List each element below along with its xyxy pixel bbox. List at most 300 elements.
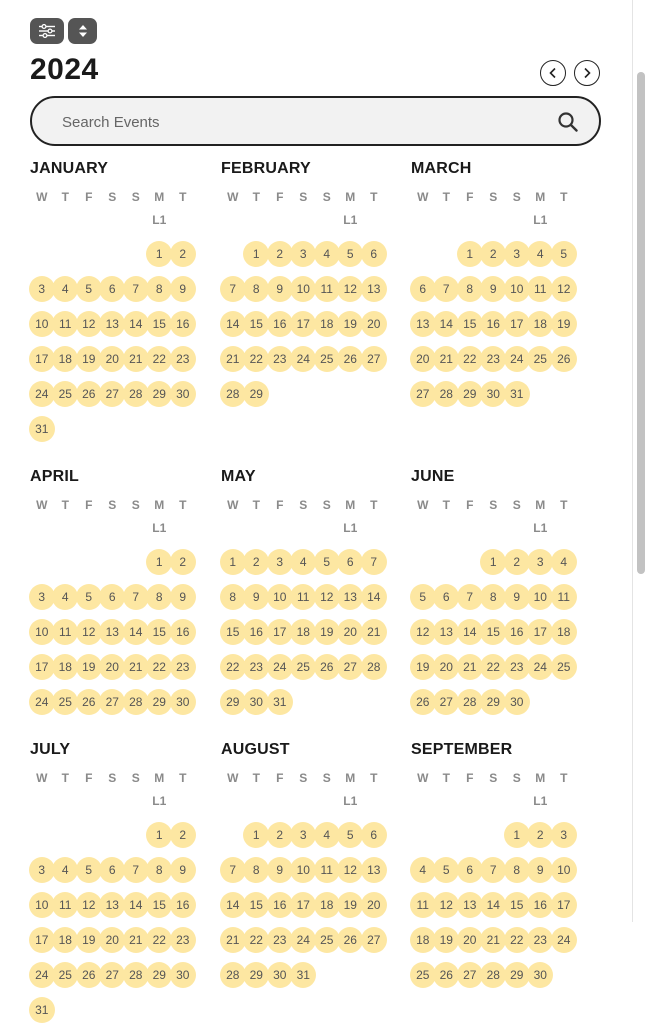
calendar-day[interactable]: 28: [220, 381, 246, 407]
calendar-day[interactable]: 15: [146, 311, 172, 337]
weekday-label: T: [370, 498, 378, 512]
calendar-day[interactable]: 9: [504, 584, 530, 610]
calendar-day[interactable]: 11: [551, 584, 577, 610]
calendar-day[interactable]: 14: [123, 892, 149, 918]
calendar-day[interactable]: 4: [527, 241, 553, 267]
calendar-day[interactable]: 25: [314, 346, 340, 372]
calendar-day[interactable]: 12: [76, 619, 102, 645]
calendar-day[interactable]: 9: [527, 857, 553, 883]
calendar-day[interactable]: 19: [76, 927, 102, 953]
calendar-day[interactable]: 10: [29, 619, 55, 645]
calendar-day[interactable]: 10: [29, 311, 55, 337]
search-icon[interactable]: [557, 111, 579, 138]
calendar-day[interactable]: 21: [457, 654, 483, 680]
calendar-day[interactable]: 8: [146, 584, 172, 610]
calendar-day[interactable]: 17: [267, 619, 293, 645]
calendar-day[interactable]: 22: [146, 654, 172, 680]
calendar-day[interactable]: 25: [52, 381, 78, 407]
calendar-day[interactable]: 8: [504, 857, 530, 883]
calendar-day[interactable]: 26: [76, 381, 102, 407]
calendar-day[interactable]: 14: [361, 584, 387, 610]
calendar-day[interactable]: 5: [76, 584, 102, 610]
calendar-day[interactable]: 8: [146, 276, 172, 302]
calendar-day[interactable]: 2: [243, 549, 269, 575]
calendar-day[interactable]: 5: [337, 241, 363, 267]
calendar-day[interactable]: 19: [337, 892, 363, 918]
calendar-day[interactable]: 1: [220, 549, 246, 575]
calendar-day[interactable]: 16: [170, 619, 196, 645]
calendar-day[interactable]: 7: [220, 857, 246, 883]
calendar-day[interactable]: 1: [243, 822, 269, 848]
weekday-label: W: [227, 190, 239, 204]
calendar-day[interactable]: 29: [243, 962, 269, 988]
calendar-day[interactable]: 12: [433, 892, 459, 918]
calendar-day[interactable]: 8: [480, 584, 506, 610]
calendar-day[interactable]: 22: [146, 346, 172, 372]
calendar-day[interactable]: 18: [52, 654, 78, 680]
previous-year-button[interactable]: [540, 60, 566, 86]
calendar-day[interactable]: 20: [457, 927, 483, 953]
calendar-day[interactable]: 18: [527, 311, 553, 337]
calendar-day[interactable]: 17: [527, 619, 553, 645]
calendar-day[interactable]: 11: [52, 311, 78, 337]
calendar-day[interactable]: 15: [457, 311, 483, 337]
calendar-day[interactable]: 9: [267, 276, 293, 302]
calendar-day[interactable]: 18: [314, 892, 340, 918]
calendar-day[interactable]: 27: [433, 689, 459, 715]
calendar-day[interactable]: 13: [361, 276, 387, 302]
calendar-day[interactable]: 3: [29, 857, 55, 883]
calendar-day[interactable]: 1: [504, 822, 530, 848]
calendar-day[interactable]: 5: [76, 276, 102, 302]
calendar-day[interactable]: 15: [243, 311, 269, 337]
calendar-day[interactable]: 24: [29, 689, 55, 715]
calendar-day[interactable]: 24: [290, 927, 316, 953]
calendar-day[interactable]: 12: [551, 276, 577, 302]
calendar-day[interactable]: 17: [29, 654, 55, 680]
calendar-day[interactable]: 16: [504, 619, 530, 645]
calendar-day[interactable]: 9: [170, 857, 196, 883]
calendar-day[interactable]: 3: [29, 584, 55, 610]
calendar-day[interactable]: 21: [433, 346, 459, 372]
calendar-day[interactable]: 7: [123, 584, 149, 610]
weekday-label: F: [85, 498, 93, 512]
calendar-day[interactable]: 5: [314, 549, 340, 575]
calendar-day[interactable]: 6: [99, 857, 125, 883]
calendar-day[interactable]: 23: [243, 654, 269, 680]
calendar-day[interactable]: 13: [99, 892, 125, 918]
calendar-day[interactable]: 1: [146, 241, 172, 267]
calendar-day[interactable]: 5: [551, 241, 577, 267]
calendar-day[interactable]: 23: [267, 927, 293, 953]
calendar-day[interactable]: 27: [337, 654, 363, 680]
calendar-day[interactable]: 23: [170, 346, 196, 372]
calendar-day[interactable]: 20: [99, 654, 125, 680]
calendar-day[interactable]: 14: [123, 311, 149, 337]
search-bar: [30, 96, 601, 146]
calendar-day[interactable]: 11: [314, 276, 340, 302]
calendar-day[interactable]: 13: [457, 892, 483, 918]
calendar-day[interactable]: 23: [504, 654, 530, 680]
calendar-day[interactable]: 23: [480, 346, 506, 372]
calendar-day[interactable]: 7: [433, 276, 459, 302]
calendar-day[interactable]: 17: [290, 892, 316, 918]
calendar-day[interactable]: 4: [314, 822, 340, 848]
calendar-day[interactable]: 27: [99, 381, 125, 407]
calendar-day[interactable]: 19: [410, 654, 436, 680]
calendar-day[interactable]: 11: [410, 892, 436, 918]
calendar-day[interactable]: 16: [267, 892, 293, 918]
calendar-day[interactable]: 17: [29, 346, 55, 372]
calendar-day[interactable]: 25: [52, 962, 78, 988]
calendar-day[interactable]: 16: [480, 311, 506, 337]
calendar-day[interactable]: 12: [76, 311, 102, 337]
calendar-day[interactable]: 17: [290, 311, 316, 337]
calendar-day[interactable]: 7: [361, 549, 387, 575]
calendar-day[interactable]: 17: [29, 927, 55, 953]
calendar-day[interactable]: 7: [220, 276, 246, 302]
calendar-day[interactable]: 31: [504, 381, 530, 407]
calendar-day[interactable]: 21: [480, 927, 506, 953]
calendar-day[interactable]: 11: [290, 584, 316, 610]
calendar-day[interactable]: 24: [527, 654, 553, 680]
calendar-day[interactable]: 24: [551, 927, 577, 953]
calendar-day[interactable]: 14: [220, 311, 246, 337]
calendar-day[interactable]: 13: [337, 584, 363, 610]
calendar-day[interactable]: 18: [551, 619, 577, 645]
calendar-day[interactable]: 26: [314, 654, 340, 680]
calendar-day[interactable]: 6: [457, 857, 483, 883]
calendar-day[interactable]: 4: [290, 549, 316, 575]
calendar-day[interactable]: 28: [220, 962, 246, 988]
scrollbar-thumb[interactable]: [637, 72, 645, 574]
calendar-day[interactable]: 27: [99, 689, 125, 715]
calendar-day[interactable]: 15: [504, 892, 530, 918]
calendar-day[interactable]: 14: [457, 619, 483, 645]
calendar-day[interactable]: 19: [551, 311, 577, 337]
calendar-day[interactable]: 4: [410, 857, 436, 883]
calendar-day[interactable]: 22: [480, 654, 506, 680]
calendar-day[interactable]: 29: [146, 381, 172, 407]
calendar-day[interactable]: 3: [29, 276, 55, 302]
calendar-day[interactable]: 24: [29, 962, 55, 988]
calendar-day[interactable]: 27: [361, 927, 387, 953]
weekday-label: M: [535, 771, 546, 785]
calendar-day[interactable]: 20: [361, 311, 387, 337]
calendar-day[interactable]: 15: [480, 619, 506, 645]
calendar-day[interactable]: 20: [410, 346, 436, 372]
calendar-day[interactable]: 23: [170, 927, 196, 953]
calendar-day[interactable]: 30: [504, 689, 530, 715]
calendar-day[interactable]: 8: [243, 276, 269, 302]
calendar-day[interactable]: 29: [220, 689, 246, 715]
calendar-day[interactable]: 3: [551, 822, 577, 848]
calendar-day[interactable]: 2: [170, 549, 196, 575]
calendar-day[interactable]: 6: [361, 241, 387, 267]
calendar-day[interactable]: 10: [290, 857, 316, 883]
calendar-day[interactable]: 26: [337, 346, 363, 372]
calendar-day[interactable]: 30: [170, 689, 196, 715]
calendar-day[interactable]: 24: [29, 381, 55, 407]
calendar-day[interactable]: 29: [243, 381, 269, 407]
calendar-day[interactable]: 24: [504, 346, 530, 372]
calendar-day[interactable]: 24: [290, 346, 316, 372]
calendar-day[interactable]: 25: [52, 689, 78, 715]
calendar-day[interactable]: 29: [146, 689, 172, 715]
week-marker: L1: [152, 794, 167, 808]
calendar-day[interactable]: 27: [361, 346, 387, 372]
calendar-day[interactable]: 21: [123, 654, 149, 680]
calendar-day[interactable]: 18: [52, 927, 78, 953]
calendar-day[interactable]: 1: [146, 822, 172, 848]
calendar-day[interactable]: 26: [551, 346, 577, 372]
calendar-day[interactable]: 5: [410, 584, 436, 610]
calendar-day[interactable]: 19: [433, 927, 459, 953]
calendar-day[interactable]: 21: [220, 927, 246, 953]
calendar-day[interactable]: 23: [267, 346, 293, 372]
calendar-day[interactable]: 14: [220, 892, 246, 918]
calendar-day[interactable]: 6: [99, 276, 125, 302]
calendar-day[interactable]: 3: [504, 241, 530, 267]
calendar-day[interactable]: 7: [123, 276, 149, 302]
calendar-day[interactable]: 3: [290, 822, 316, 848]
calendar-day[interactable]: 11: [527, 276, 553, 302]
calendar-day[interactable]: 23: [170, 654, 196, 680]
calendar-day[interactable]: 14: [123, 619, 149, 645]
calendar-day[interactable]: 8: [243, 857, 269, 883]
calendar-day[interactable]: 25: [527, 346, 553, 372]
calendar-day[interactable]: 22: [504, 927, 530, 953]
week-marker: L1: [533, 213, 548, 227]
calendar-day[interactable]: 9: [243, 584, 269, 610]
week-marker: L1: [533, 794, 548, 808]
calendar-day[interactable]: 25: [410, 962, 436, 988]
calendar-day[interactable]: 10: [551, 857, 577, 883]
weekday-label: F: [276, 498, 284, 512]
calendar-day[interactable]: 2: [527, 822, 553, 848]
calendar-day[interactable]: 18: [410, 927, 436, 953]
calendar-day[interactable]: 16: [243, 619, 269, 645]
calendar-day[interactable]: 3: [290, 241, 316, 267]
calendar-day[interactable]: 20: [337, 619, 363, 645]
calendar-day[interactable]: 28: [361, 654, 387, 680]
calendar-day[interactable]: 9: [480, 276, 506, 302]
calendar-day[interactable]: 15: [220, 619, 246, 645]
calendar-day[interactable]: 2: [504, 549, 530, 575]
calendar-day[interactable]: 30: [480, 381, 506, 407]
calendar-day[interactable]: 5: [337, 822, 363, 848]
calendar-day[interactable]: 18: [290, 619, 316, 645]
calendar-day[interactable]: 29: [480, 689, 506, 715]
calendar-day[interactable]: 4: [551, 549, 577, 575]
calendar-day[interactable]: 23: [527, 927, 553, 953]
calendar-day[interactable]: 4: [314, 241, 340, 267]
calendar-day[interactable]: 30: [170, 962, 196, 988]
calendar-day[interactable]: 10: [504, 276, 530, 302]
calendar-day[interactable]: 26: [76, 962, 102, 988]
calendar-day[interactable]: 2: [267, 241, 293, 267]
calendar-day[interactable]: 25: [314, 927, 340, 953]
calendar-day[interactable]: 14: [480, 892, 506, 918]
calendar-day[interactable]: 4: [52, 857, 78, 883]
calendar-day[interactable]: 2: [170, 241, 196, 267]
calendar-day[interactable]: 25: [290, 654, 316, 680]
calendar-day[interactable]: 6: [410, 276, 436, 302]
calendar-day[interactable]: 15: [146, 892, 172, 918]
calendar-day[interactable]: 13: [361, 857, 387, 883]
calendar-day[interactable]: 6: [99, 584, 125, 610]
calendar-day[interactable]: 29: [504, 962, 530, 988]
calendar-day[interactable]: 21: [220, 346, 246, 372]
calendar-day[interactable]: 12: [410, 619, 436, 645]
calendar-day[interactable]: 30: [527, 962, 553, 988]
calendar-day[interactable]: 4: [52, 276, 78, 302]
calendar-day[interactable]: 30: [243, 689, 269, 715]
weekday-label: S: [512, 190, 521, 204]
calendar-day[interactable]: 15: [243, 892, 269, 918]
calendar-day[interactable]: 27: [457, 962, 483, 988]
calendar-day[interactable]: 29: [457, 381, 483, 407]
calendar-day[interactable]: 1: [457, 241, 483, 267]
calendar-day[interactable]: 13: [99, 619, 125, 645]
weekday-label: S: [131, 771, 140, 785]
sort-button[interactable]: [68, 18, 97, 44]
calendar-day[interactable]: 11: [314, 857, 340, 883]
calendar-day[interactable]: 21: [123, 346, 149, 372]
calendar-day[interactable]: 27: [99, 962, 125, 988]
calendar-day[interactable]: 8: [457, 276, 483, 302]
calendar-day[interactable]: 30: [170, 381, 196, 407]
calendar-day[interactable]: 20: [433, 654, 459, 680]
calendar-day[interactable]: 3: [267, 549, 293, 575]
calendar-day[interactable]: 28: [457, 689, 483, 715]
calendar-day[interactable]: 22: [220, 654, 246, 680]
calendar-day[interactable]: 31: [267, 689, 293, 715]
calendar-day[interactable]: 26: [337, 927, 363, 953]
calendar-day[interactable]: 20: [99, 927, 125, 953]
calendar-day[interactable]: 20: [361, 892, 387, 918]
calendar-day[interactable]: 2: [170, 822, 196, 848]
calendar-day[interactable]: 12: [76, 892, 102, 918]
calendar-day[interactable]: 22: [243, 927, 269, 953]
calendar-day[interactable]: 6: [337, 549, 363, 575]
calendar-day[interactable]: 7: [457, 584, 483, 610]
calendar-day[interactable]: 18: [314, 311, 340, 337]
calendar-day[interactable]: 25: [551, 654, 577, 680]
weekday-label: M: [535, 190, 546, 204]
calendar-day[interactable]: 10: [267, 584, 293, 610]
weekday-label: W: [227, 771, 239, 785]
calendar-day[interactable]: 1: [243, 241, 269, 267]
weekday-label: S: [299, 190, 308, 204]
calendar-day[interactable]: 31: [29, 997, 55, 1023]
calendar-day[interactable]: 13: [433, 619, 459, 645]
calendar-day[interactable]: 2: [480, 241, 506, 267]
calendar-day[interactable]: 17: [504, 311, 530, 337]
calendar-day[interactable]: 28: [123, 689, 149, 715]
calendar-day[interactable]: 24: [267, 654, 293, 680]
calendar-day[interactable]: 5: [433, 857, 459, 883]
calendar-day[interactable]: 17: [551, 892, 577, 918]
calendar-day[interactable]: 21: [361, 619, 387, 645]
calendar-day[interactable]: 31: [290, 962, 316, 988]
calendar-day[interactable]: 9: [170, 276, 196, 302]
calendar-day[interactable]: 26: [410, 689, 436, 715]
calendar-day[interactable]: 16: [170, 892, 196, 918]
calendar-day[interactable]: 12: [337, 276, 363, 302]
calendar-day[interactable]: 19: [337, 311, 363, 337]
calendar-day[interactable]: 13: [410, 311, 436, 337]
calendar-day[interactable]: 11: [52, 619, 78, 645]
weekday-label: M: [154, 498, 165, 512]
calendar-day[interactable]: 3: [527, 549, 553, 575]
calendar-day[interactable]: 5: [76, 857, 102, 883]
weekday-label: F: [85, 771, 93, 785]
calendar-day[interactable]: 10: [527, 584, 553, 610]
calendar-day[interactable]: 28: [480, 962, 506, 988]
calendar-day[interactable]: 11: [52, 892, 78, 918]
calendar-day[interactable]: 28: [433, 381, 459, 407]
calendar-day[interactable]: 30: [267, 962, 293, 988]
calendar-day[interactable]: 12: [314, 584, 340, 610]
calendar-day[interactable]: 9: [170, 584, 196, 610]
calendar-day[interactable]: 26: [76, 689, 102, 715]
calendar-day[interactable]: 2: [267, 822, 293, 848]
search-input[interactable]: [62, 112, 542, 132]
calendar-day[interactable]: 9: [267, 857, 293, 883]
calendar-day[interactable]: 28: [123, 962, 149, 988]
calendar-day[interactable]: 22: [146, 927, 172, 953]
scrollbar-track[interactable]: [632, 0, 648, 922]
calendar-day[interactable]: 8: [146, 857, 172, 883]
month-name: FEBRUARY: [221, 160, 311, 177]
calendar-day[interactable]: 6: [433, 584, 459, 610]
calendar-day[interactable]: 28: [123, 381, 149, 407]
calendar-day[interactable]: 7: [480, 857, 506, 883]
calendar-day[interactable]: 1: [146, 549, 172, 575]
calendar-day[interactable]: 19: [314, 619, 340, 645]
month-name: JUNE: [411, 468, 455, 485]
calendar-day[interactable]: 19: [76, 346, 102, 372]
calendar-day[interactable]: 20: [99, 346, 125, 372]
calendar-day[interactable]: 29: [146, 962, 172, 988]
calendar-day[interactable]: 13: [99, 311, 125, 337]
calendar-day[interactable]: 21: [123, 927, 149, 953]
calendar-day[interactable]: 26: [433, 962, 459, 988]
calendar-day[interactable]: 12: [337, 857, 363, 883]
calendar-day[interactable]: 8: [220, 584, 246, 610]
filters-button[interactable]: [30, 18, 64, 44]
calendar-day[interactable]: 10: [290, 276, 316, 302]
calendar-day[interactable]: 7: [123, 857, 149, 883]
calendar-day[interactable]: 16: [170, 311, 196, 337]
calendar-day[interactable]: 22: [243, 346, 269, 372]
calendar-day[interactable]: 6: [361, 822, 387, 848]
next-year-button[interactable]: [574, 60, 600, 86]
calendar-day[interactable]: 10: [29, 892, 55, 918]
calendar-day[interactable]: 4: [52, 584, 78, 610]
calendar-day[interactable]: 14: [433, 311, 459, 337]
calendar-day[interactable]: 27: [410, 381, 436, 407]
calendar-day[interactable]: 1: [480, 549, 506, 575]
calendar-day[interactable]: 15: [146, 619, 172, 645]
calendar-day[interactable]: 19: [76, 654, 102, 680]
calendar-day[interactable]: 16: [527, 892, 553, 918]
calendar-day[interactable]: 31: [29, 416, 55, 442]
calendar-day[interactable]: 16: [267, 311, 293, 337]
calendar-day[interactable]: 22: [457, 346, 483, 372]
calendar-day[interactable]: 18: [52, 346, 78, 372]
